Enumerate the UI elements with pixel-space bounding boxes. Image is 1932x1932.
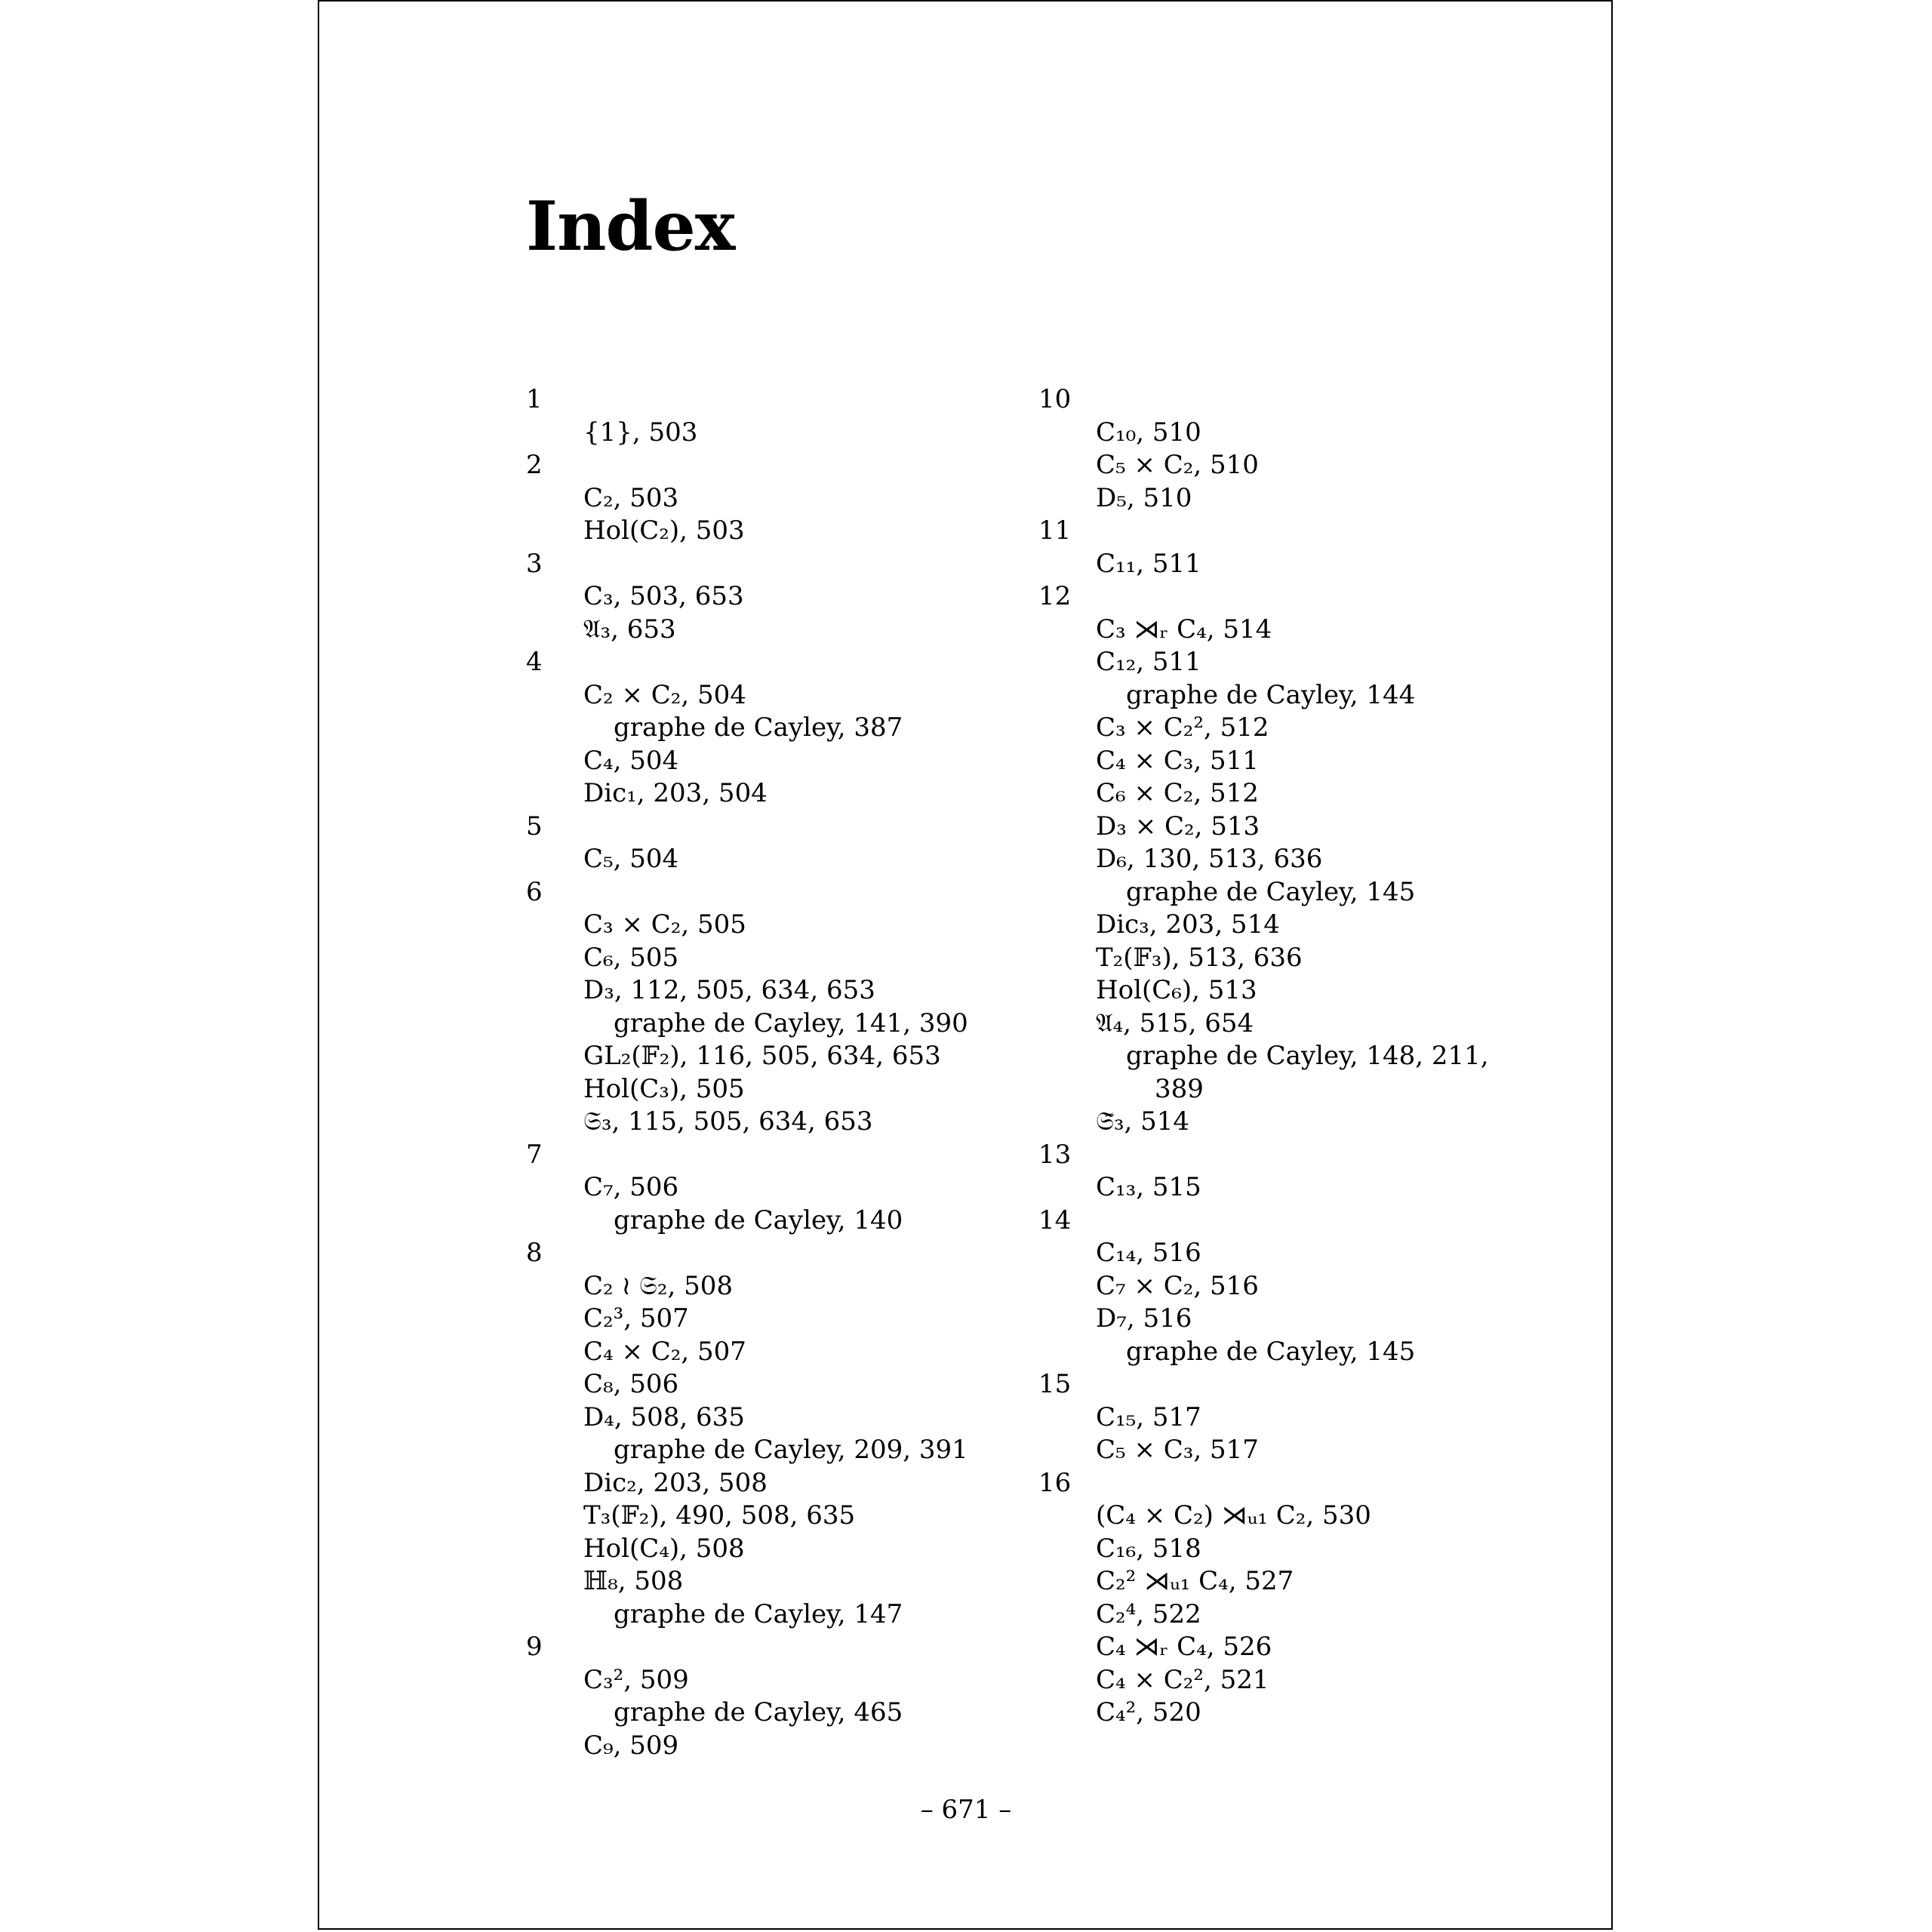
index-entry: C₄ ⋊ᵣ C₄, 526 [1096, 1632, 1272, 1662]
index-group-heading: 2 [526, 450, 543, 480]
index-entry: C₆ × C₂, 512 [1096, 778, 1259, 808]
index-entry: C₄ × C₂², 521 [1096, 1664, 1269, 1695]
index-entry: 𝔖̃₃, 514 [1096, 1106, 1190, 1137]
index-entry: C₃ × C₂², 512 [1096, 712, 1269, 743]
index-entry: graphe de Cayley, 141, 390 [614, 1008, 968, 1038]
index-entry: D₄, 508, 635 [583, 1401, 745, 1432]
index-group-heading: 12 [1038, 581, 1072, 611]
index-entry: C₅ × C₃, 517 [1096, 1435, 1259, 1465]
index-entry: C₂³, 507 [583, 1303, 689, 1334]
index-entry: Dic₃, 203, 514 [1096, 909, 1280, 940]
index-entry: (C₄ × C₂) ⋊ᵤ₁ C₂, 530 [1096, 1500, 1371, 1531]
index-entry: C₇ × C₂, 516 [1096, 1270, 1259, 1301]
index-group-heading: 3 [526, 548, 543, 579]
index-group-heading: 8 [526, 1238, 543, 1268]
index-entry: C₂² ⋊ᵤ₁ C₄, 527 [1096, 1566, 1294, 1596]
index-entry: 𝔄₃, 653 [583, 614, 676, 645]
index-group-heading: 1 [526, 384, 543, 414]
index-entry: C₁₀, 510 [1096, 417, 1201, 448]
index-entry: C₄, 504 [583, 745, 679, 776]
index-entry: C₄², 520 [1096, 1697, 1201, 1727]
index-entry: D₇, 516 [1096, 1303, 1192, 1334]
index-entry: Dic₂, 203, 508 [583, 1467, 768, 1498]
index-entry: T₃(𝔽₂), 490, 508, 635 [583, 1500, 856, 1531]
index-group-heading: 15 [1038, 1369, 1072, 1399]
index-entry: D₃ × C₂, 513 [1096, 811, 1260, 841]
index-entry: Hol(C₂), 503 [583, 515, 745, 546]
index-entry: C₃, 503, 653 [583, 581, 744, 611]
index-entry: 𝔖₃, 115, 505, 634, 653 [583, 1106, 873, 1137]
index-group-heading: 14 [1038, 1204, 1072, 1235]
index-column-left [526, 383, 1054, 1762]
index-entry: C₂ ≀ 𝔖₂, 508 [583, 1270, 734, 1301]
index-entry: C₆, 505 [583, 942, 679, 973]
index-entry: graphe de Cayley, 140 [614, 1204, 903, 1235]
index-entry: D₃, 112, 505, 634, 653 [583, 975, 875, 1005]
index-entry: C₂⁴, 522 [1096, 1598, 1201, 1629]
index-entry: Hol(C₃), 505 [583, 1073, 745, 1104]
page-number: – 671 – [920, 1795, 1012, 1825]
index-column-right [1038, 383, 1567, 1730]
index-entry: C₃ ⋊ᵣ C₄, 514 [1096, 614, 1272, 645]
index-entry: {1}, 503 [583, 417, 698, 448]
index-entry: C₁₄, 516 [1096, 1238, 1201, 1268]
index-entry: graphe de Cayley, 148, 211, [1126, 1041, 1489, 1071]
index-entry: graphe de Cayley, 209, 391 [614, 1435, 968, 1465]
index-entry: graphe de Cayley, 387 [614, 712, 903, 743]
index-entry: 𝔄₄, 515, 654 [1096, 1008, 1254, 1038]
index-entry: C₂, 503 [583, 482, 679, 513]
index-entry: graphe de Cayley, 147 [614, 1598, 903, 1629]
index-group-heading: 6 [526, 876, 543, 907]
index-entry: C₁₅, 517 [1096, 1401, 1201, 1432]
index-group-heading: 4 [526, 647, 543, 677]
index-entry: Dic₁, 203, 504 [583, 778, 768, 808]
index-group-heading: 16 [1038, 1467, 1072, 1498]
index-entry: C₁₃, 515 [1096, 1172, 1201, 1202]
index-entry: C₅ × C₂, 510 [1096, 450, 1259, 480]
index-entry: graphe de Cayley, 144 [1126, 679, 1416, 710]
index-group-heading: 11 [1038, 515, 1072, 546]
index-entry: Hol(C₆), 513 [1096, 975, 1257, 1005]
index-group-heading: 10 [1038, 384, 1072, 414]
index-entry: C₂ × C₂, 504 [583, 679, 746, 710]
index-entry: GL₂(𝔽₂), 116, 505, 634, 653 [583, 1041, 941, 1071]
index-entry: C₄ × C₃, 511 [1096, 745, 1259, 776]
index-entry: 389 [1155, 1073, 1204, 1104]
index-entry: graphe de Cayley, 145 [1126, 1336, 1416, 1367]
index-entry: C₁₁, 511 [1096, 548, 1201, 579]
index-entry: Hol(C₄), 508 [583, 1533, 745, 1564]
index-entry: D₅, 510 [1096, 482, 1192, 513]
index-group-heading: 5 [526, 811, 543, 841]
index-entry: C₅, 504 [583, 844, 679, 874]
index-entry: C₃ × C₂, 505 [583, 909, 746, 940]
index-entry: graphe de Cayley, 145 [1126, 876, 1416, 907]
index-entry: C₉, 509 [583, 1730, 679, 1761]
index-group-heading: 7 [526, 1139, 543, 1170]
index-group-heading: 13 [1038, 1139, 1072, 1170]
page-title: Index [526, 186, 735, 266]
index-entry: graphe de Cayley, 465 [614, 1697, 903, 1727]
index-entry: C₃², 509 [583, 1664, 689, 1695]
index-entry: C₇, 506 [583, 1172, 679, 1202]
index-entry: T₂(𝔽₃), 513, 636 [1096, 942, 1303, 973]
index-entry: ℍ₈, 508 [583, 1566, 684, 1596]
index-entry: C₁₆, 518 [1096, 1533, 1201, 1564]
index-entry: C₁₂, 511 [1096, 647, 1201, 677]
index-entry: D₆, 130, 513, 636 [1096, 844, 1323, 874]
index-entry: C₄ × C₂, 507 [583, 1336, 746, 1367]
index-entry: C₈, 506 [583, 1369, 679, 1399]
index-group-heading: 9 [526, 1632, 543, 1662]
